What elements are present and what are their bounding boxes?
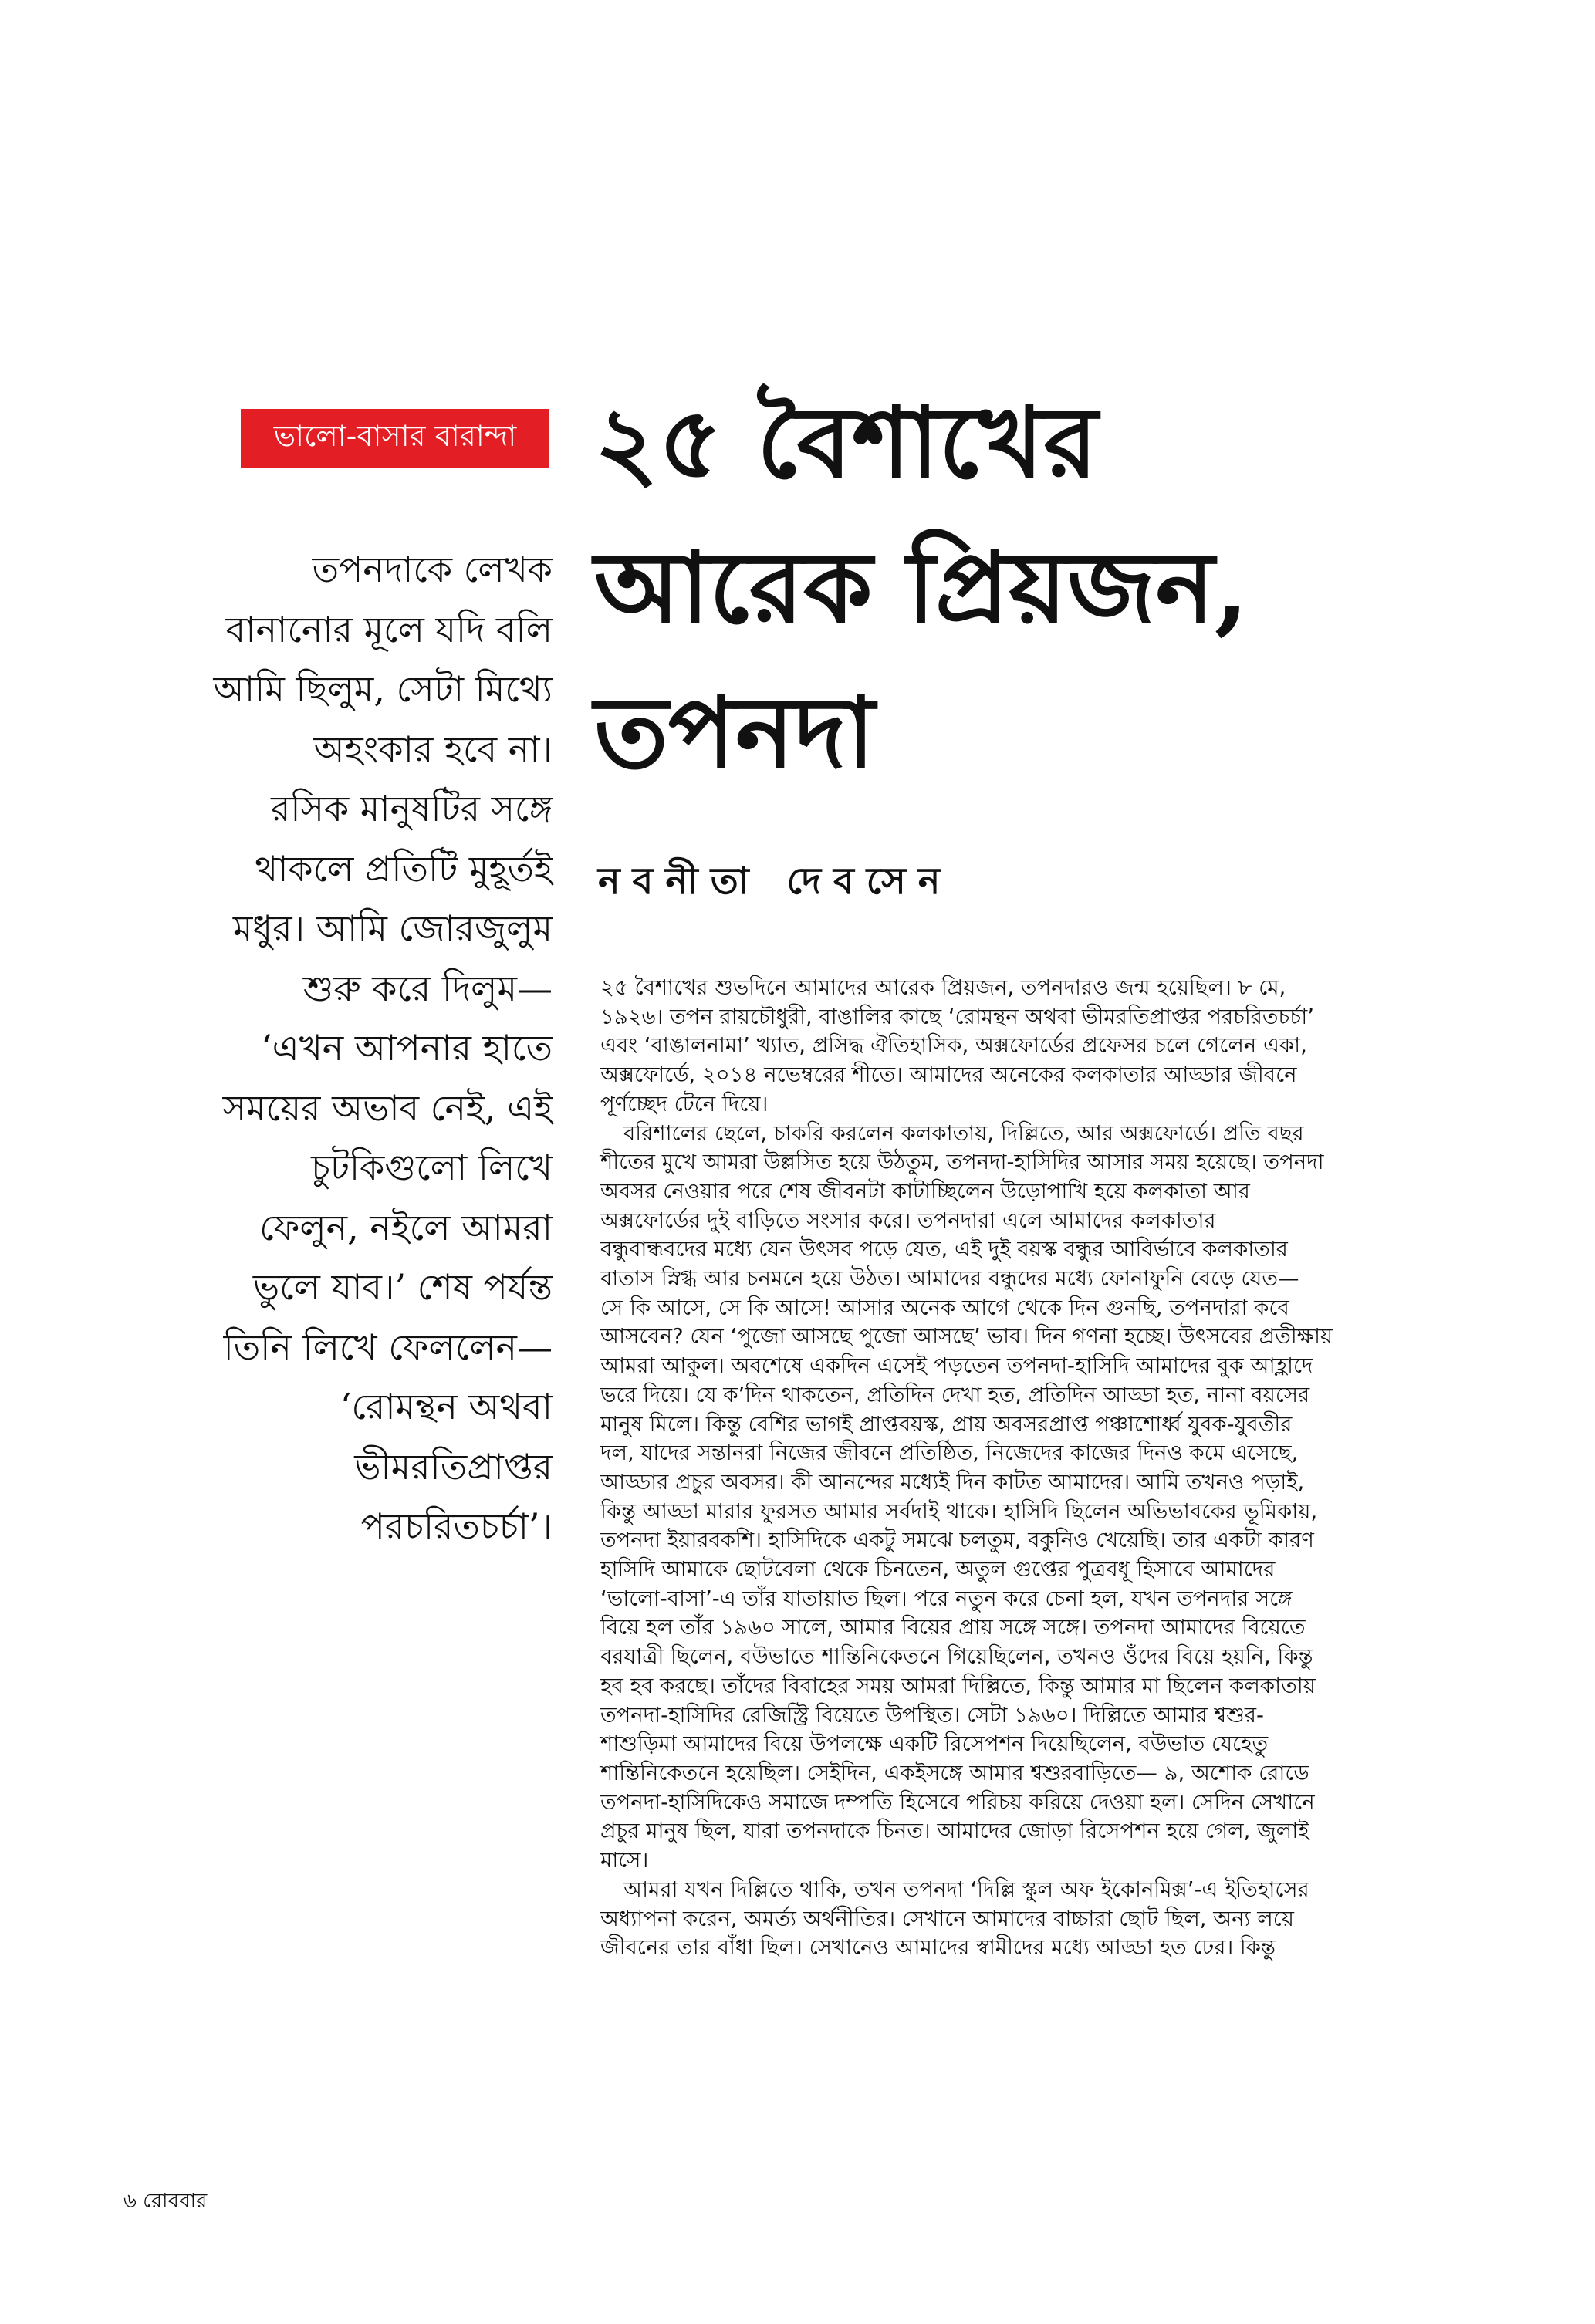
body-line: কিন্তু আড্ডা মারার ফুরসত আমার সর্বদাই থাকে। হাসিদি ছিলেন অভিভাবকের ভূমিকায়, <box>600 1498 1318 1524</box>
body-line: অক্সফোর্ডে, ২০১৪ নভেম্বরের শীতে। আমাদের অনেকের কলকাতার আড্ডার জীবনে <box>600 1062 1297 1088</box>
body-line: মানুষ মিলে। কিন্তু বেশির ভাগই প্রাপ্তবয়স্ক, প্রায় অবসরপ্রাপ্ত পঞ্চাশোর্ধ্ব যুবক-যুবতীর <box>600 1411 1293 1437</box>
body-line: বরিশালের ছেলে, চাকরি করলেন কলকাতায়, দিল্লিতে, আর অক্সফোর্ডে। প্রতি বছর <box>623 1120 1304 1146</box>
body-line: ‘ভালো-বাসা’-এ তাঁর যাতায়াত ছিল। পরে নতুন করে চেনা হল, যখন তপনদার সঙ্গে <box>600 1586 1293 1611</box>
body-line: বন্ধুবান্ধবদের মধ্যে যেন উৎসব পড়ে যেত, এই দুই বয়স্ক বন্ধুর আবির্ভাবে কলকাতার <box>600 1237 1288 1262</box>
pull-quote-line: রসিক মানুষটির সঙ্গে <box>271 788 553 829</box>
body-line: দল, যাদের সন্তানরা নিজের জীবনে প্রতিষ্ঠিত, নিজেদের কাজের দিনও কমে এসেছে, <box>600 1441 1299 1466</box>
body-line: হব হব করছে। তাঁদের বিবাহের সময় আমরা দিল্লিতে, কিন্তু আমার মা ছিলেন কলকাতায় <box>600 1673 1316 1698</box>
body-line: অধ্যাপনা করেন, অমর্ত্য অর্থনীতির। সেখানে আমাদের বাচ্চারা ছোট ছিল, অন্য লয়ে <box>600 1906 1294 1931</box>
body-line: আমরা যখন দিল্লিতে থাকি, তখন তপনদা ‘দিল্লি স্কুল অফ ইকোনমিক্স’-এ ইতিহাসের <box>623 1876 1309 1902</box>
body-line: বাতাস স্নিগ্ধ আর চনমনে হয়ে উঠত। আমাদের বন্ধুদের মধ্যে ফোনাফুনি বেড়ে যেত— <box>600 1266 1299 1292</box>
body-line: তপনদা ইয়ারবকশি। হাসিদিকে একটু সমঝে চলতুম, বকুনিও খেয়েছি। তার একটা কারণ <box>600 1528 1314 1553</box>
pull-quote-line: ‘এখন আপনার হাতে <box>260 1027 553 1069</box>
article-body <box>600 974 1434 1963</box>
body-line: তপনদা-হাসিদির রেজিস্ট্রি বিয়েতে উপস্থিত। সেটা ১৯৬০। দিল্লিতে আমার শ্বশুর- <box>600 1702 1264 1728</box>
section-tag: ভালো-বাসার বারান্দা <box>241 409 549 468</box>
body-line: অক্সফোর্ডের দুই বাড়িতে সংসার করে। তপনদারা এলে আমাদের কলকাতার <box>600 1208 1216 1233</box>
body-line: বরযাত্রী ছিলেন, বউভাতে শান্তিনিকেতনে গিয়েছিলেন, তখনও ওঁদের বিয়ে হয়নি, কিন্তু <box>600 1644 1313 1670</box>
body-line: ২৫ বৈশাখের শুভদিনে আমাদের আরেক প্রিয়জন, তপনদারও জন্ম হয়েছিল। ৮ মে, <box>600 975 1286 1000</box>
pull-quote-line: ‘রোমন্থন অথবা <box>340 1386 553 1427</box>
pull-quote-line: ভীমরতিপ্রাপ্তর <box>354 1445 553 1488</box>
pull-quote-line: বানানোর মূলে যদি বলি <box>225 608 553 650</box>
body-line: অবসর নেওয়ার পরে শেষ জীবনটা কাটাচ্ছিলেন উড়োপাখি হয়ে কলকাতা আর <box>600 1178 1250 1204</box>
body-line: এবং ‘বাঙালনামা’ খ্যাত, প্রসিদ্ধ ঐতিহাসিক, অক্সফোর্ডের প্রফেসর চলে গেলেন একা, <box>600 1033 1307 1059</box>
pull-quote-line: মধুর। আমি জোরজুলুম <box>232 907 553 949</box>
body-line: তপনদা-হাসিদিকেও সমাজে দম্পতি হিসেবে পরিচয় করিয়ে দেওয়া হল। সেদিন সেখানে <box>600 1789 1315 1815</box>
magazine-name: রোববার <box>143 2190 208 2213</box>
page-number: ৬ <box>123 2190 137 2213</box>
body-line: মাসে। <box>600 1848 649 1873</box>
pull-quote-line: ভুলে যাব।’ শেষ পর্যন্ত <box>252 1266 553 1308</box>
pull-quote-line: আমি ছিলুম, সেটা মিথ্যে <box>213 668 553 710</box>
byline: নবনীতা দেবসেন <box>598 860 953 903</box>
pull-quote-line: তিনি লিখে ফেললেন— <box>223 1326 553 1368</box>
pull-quote-line: চুটকিগুলো লিখে <box>311 1147 553 1188</box>
body-line: বিয়ে হল তাঁর ১৯৬০ সালে, আমার বিয়ের প্রায় সঙ্গে সঙ্গে। তপনদা আমাদের বিয়েতে <box>600 1615 1306 1640</box>
body-line: আসবেন? যেন ‘পুজো আসছে পুজো আসছে’ ভাব। দিন গণনা হচ্ছে। উৎসবের প্রতীক্ষায় <box>600 1324 1333 1349</box>
body-line: শীতের মুখে আমরা উল্লসিত হয়ে উঠতুম, তপনদা-হাসিদির আসার সময় হয়েছে। তপনদা <box>600 1150 1324 1175</box>
pull-quote-line: থাকলে প্রতিটি মুহূর্তই <box>255 847 553 890</box>
body-line: হাসিদি আমাকে ছোটবেলা থেকে চিনতেন, অতুল গুপ্তের পুত্রবধূ হিসাবে আমাদের <box>600 1557 1276 1583</box>
pull-quote <box>123 540 553 1557</box>
body-line: আড্ডার প্রচুর অবসর। কী আনন্দের মধ্যেই দিন কাটত আমাদের। আমি তখনও পড়াই, <box>600 1469 1305 1495</box>
pull-quote-line: সময়ের অভাব নেই, এই <box>222 1086 553 1129</box>
pull-quote-line: পরচরিতচর্চা’। <box>360 1505 553 1547</box>
body-line: পূর্ণচ্ছেদ টেনে দিয়ে। <box>600 1091 769 1116</box>
body-line: সে কি আসে, সে কি আসে! আসার অনেক আগে থেকে দিন গুনছি, তপনদারা কবে <box>600 1295 1289 1320</box>
body-line: শাশুড়িমা আমাদের বিয়ে উপলক্ষে একটি রিসেপশন দিয়েছিলেন, বউভাত যেহেতু <box>600 1731 1269 1757</box>
body-line: ভরে দিয়ে। যে ক’দিন থাকতেন, প্রতিদিন দেখা হত, প্রতিদিন আড্ডা হত, নানা বয়সের <box>600 1382 1310 1407</box>
body-line: জীবনের তার বাঁধা ছিল। সেখানেও আমাদের স্বামীদের মধ্যে আড্ডা হত ঢের। কিন্তু <box>600 1935 1276 1961</box>
body-line: শান্তিনিকেতনে হয়েছিল। সেইদিন, একইসঙ্গে আমার শ্বশুরবাড়িতে— ৯, অশোক রোডে <box>600 1760 1309 1785</box>
pull-quote-line: শুরু করে দিলুম— <box>302 967 553 1009</box>
pull-quote-line: অহংকার হবে না। <box>313 728 553 770</box>
body-line: প্রচুর মানুষ ছিল, যারা তপনদাকে চিনত। আমাদের জোড়া রিসেপশন হয়ে গেল, জুলাই <box>600 1819 1309 1844</box>
headline-line: ২৫ বৈশাখের <box>594 385 1098 501</box>
headline-line: আরেক প্রিয়জন, <box>594 530 1249 646</box>
pull-quote-line: তপনদাকে লেখক <box>312 549 553 590</box>
pull-quote-line: ফেলুন, নইলে আমরা <box>259 1206 553 1248</box>
headline <box>594 370 1536 806</box>
headline-line: তপনদা <box>594 675 875 791</box>
body-line: আমরা আকুল। অবশেষে একদিন এসেই পড়তেন তপনদা-হাসিদি আমাদের বুক আহ্লাদে <box>600 1353 1313 1379</box>
body-line: ১৯২৬। তপন রায়চৌধুরী, বাঙালির কাছে ‘রোমন্থন অথবা ভীমরতিপ্রাপ্তর পরচরিতচর্চা’ <box>600 1004 1314 1029</box>
page-footer <box>123 2185 207 2219</box>
